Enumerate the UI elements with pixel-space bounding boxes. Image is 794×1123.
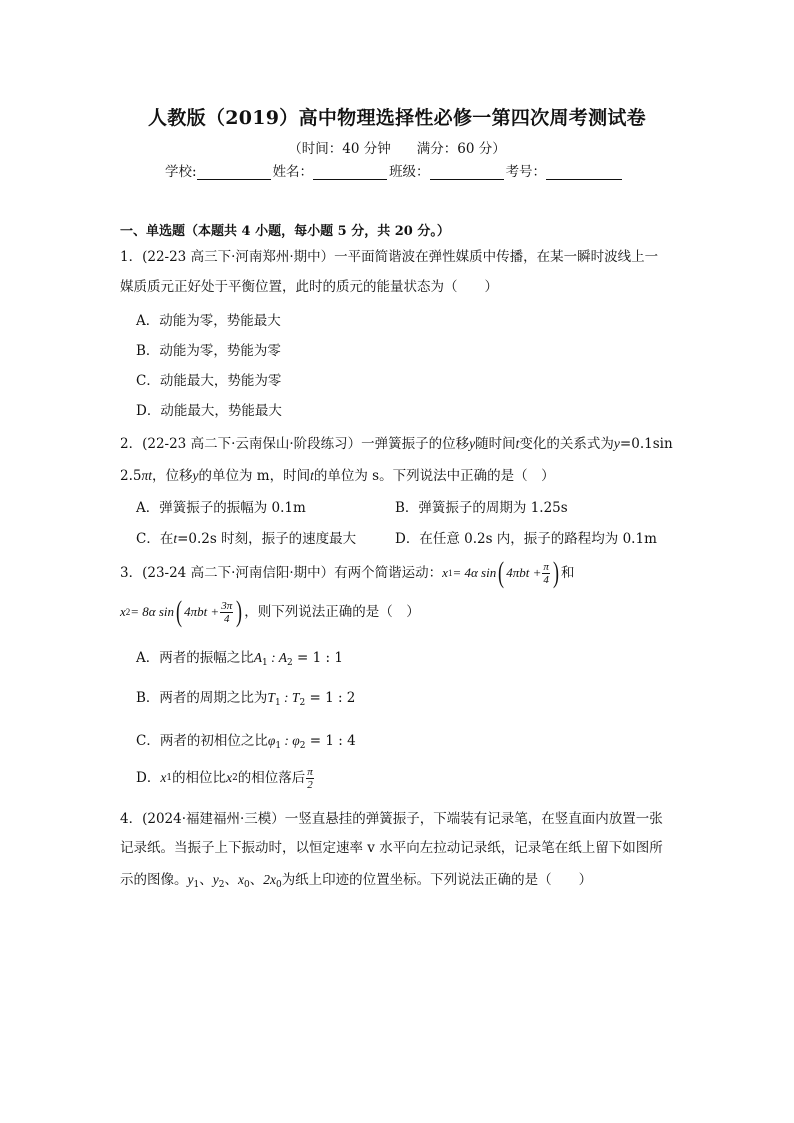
formula-x1: x 1 = 4α sin ( 4πbt + $\frac{\pi}{4}$ ) (442, 556, 559, 589)
class-label: 班级： (389, 164, 430, 180)
q1-stem-line1: 1．(22-23 高三下·河南郑州·期中）一平面简谐波在弹性媒质中传播，在某一瞬时波线上一 (120, 249, 659, 265)
q1-option-a[interactable]: A．动能为零，势能最大 (136, 313, 281, 329)
q3-option-d[interactable]: D． x 1 的相位比 x 2 的相位落后 $\frac{\pi}{2}$ (136, 765, 313, 791)
var-y: y (192, 468, 199, 483)
student-info-row (165, 160, 624, 180)
var-y: y (613, 436, 620, 451)
q4-stem-line2: 记录纸。当振子上下振动时，以恒定速率 v 水平向左拉动记录纸，记录笔在纸上留下如图所 (120, 840, 663, 856)
exam-subtitle (0, 137, 794, 157)
q4-stem-line1: 4．(2024·福建福州·三模）一竖直悬挂的弹簧振子，下端装有记录笔，在竖直面内放置一张 (120, 811, 663, 827)
q2-stem-line1: 2．(22-23 高二下·云南保山·阶段练习）一弹簧振子的位移y随时间t变化的关系式为y=0.1sin (120, 436, 673, 452)
q3-option-a[interactable]: A．两者的振幅之比$A_1$ : $A_2 = 1$ : 1 (136, 650, 343, 668)
q3-option-b[interactable]: B．两者的周期之比为$T_1$ : $T_2 = 1$ : 2 (136, 690, 356, 708)
school-blank[interactable] (197, 164, 271, 180)
time-limit: （时间：40 分钟 (288, 141, 391, 157)
q4-stem-line3: 示的图像。$y_1$、$y_2$、$x_0$、$2x_0$为纸上印迹的位置坐标。下列说法正确的是（ ） (120, 872, 593, 890)
exam-number-label: 考号： (505, 164, 547, 180)
formula-x2: x 2 = 8α sin ( 4πbt + $\frac{3\pi}{4}$ ) (120, 595, 243, 628)
section-heading: 一、单选题（本题共 4 小题，每小题 5 分，共 20 分。） (120, 224, 450, 239)
school-label: 学校: (165, 164, 197, 180)
q3-stem-line2: x 2 = 8α sin ( 4πbt + $\frac{3\pi}{4}$ ) ，则下列说法正确的是（ ） (120, 595, 420, 628)
q2-option-b[interactable]: B．弹簧振子的周期为 1.25s (395, 500, 568, 516)
exam-title: 人教版（2019）高中物理选择性必修一第四次周考测试卷 (148, 107, 646, 129)
q2-option-a[interactable]: A．弹簧振子的振幅为 0.1m (136, 500, 306, 516)
q1-stem-line2: 媒质质元正好处于平衡位置，此时的质元的能量状态为（ ） (120, 279, 498, 295)
exam-number-blank[interactable] (546, 164, 622, 180)
name-label: 姓名： (272, 164, 314, 180)
q3-stem-line1: 3．(23-24 高二下·河南信阳·期中）有两个简谐运动： x 1 = 4α sin ( 4πbt + $\frac{\pi}{4}$ ) 和 (120, 556, 575, 589)
q1-option-c[interactable]: C．动能最大，势能为零 (136, 373, 282, 389)
q1-option-d[interactable]: D．动能最大，势能最大 (136, 403, 282, 419)
q3-option-c[interactable]: C．两者的初相位之比$\varphi_1$ : $\varphi_2 = 1$ : 4 (136, 733, 356, 751)
var-y: y (469, 436, 476, 451)
name-blank[interactable] (313, 164, 387, 180)
var-t: t (515, 436, 520, 451)
full-score: 满分：60 分） (416, 141, 506, 157)
var-pi-t: πt (141, 468, 152, 483)
var-t: t (310, 468, 314, 483)
class-blank[interactable] (430, 164, 504, 180)
q1-option-b[interactable]: B．动能为零，势能为零 (136, 343, 281, 359)
q2-stem-line2: 2.5πt，位移y的单位为 m，时间t的单位为 s。下列说法中正确的是（ ） (120, 468, 555, 484)
q2-option-c[interactable]: C．在t=0.2s 时刻，振子的速度最大 (136, 531, 357, 547)
q2-option-d[interactable]: D．在任意 0.2s 内，振子的路程均为 0.1m (395, 531, 657, 547)
